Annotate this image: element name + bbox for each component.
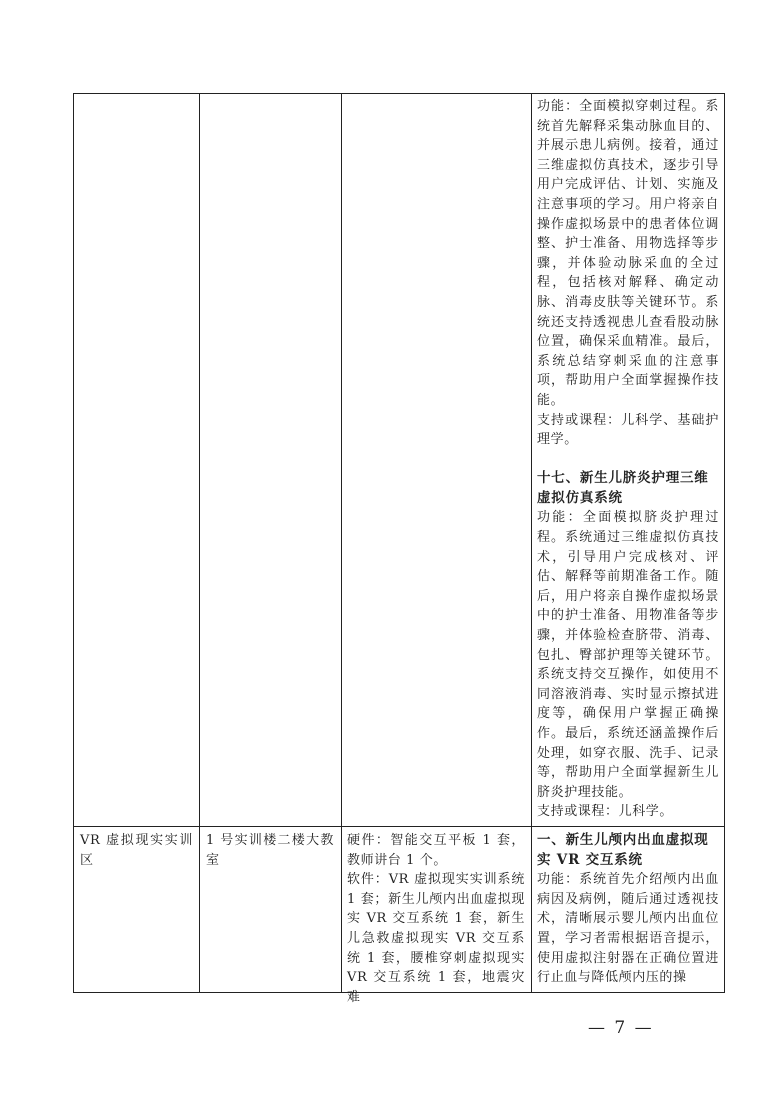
row2-function-cell — [537, 831, 719, 988]
arterial-blood-function-text: 功能：全面模拟穿刺过程。系统首先解释采集动脉血目的、并展示患儿病例。接着，通过三维虚拟仿真技术，逐步引导用户完成评估、计划、实施及注意事项的学习。用户将亲自操作虚拟场景中的患者体位调整、护士准备、用物选择等步骤，并体验动脉采血的全过程，包括核对解释、确定动脉、消毒皮肤等关键环节。系统还支持透视患儿查看股动脉位置，确保采血精准。最后，系统总结穿刺采血的注意事项，帮助用户全面掌握操作技能。 — [537, 99, 719, 408]
page-number: — 7 — — [588, 1018, 654, 1038]
row1-function-cell — [537, 97, 719, 822]
column-divider — [199, 94, 200, 992]
column-divider — [341, 94, 342, 992]
arterial-blood-courses-text: 支持或课程：儿科学、基础护理学。 — [537, 412, 719, 448]
location-text: 1 号实训楼二楼大教室 — [206, 833, 334, 868]
software-text: 软件：VR 虚拟现实实训系统 1 套；新生儿颅内出血虚拟现实 VR 交互系统 1 套，新生儿急救虚拟现实 VR 交互系统 1 套，腰椎穿刺虚拟现实 VR 交互系统 1 套，地震灾难 — [347, 872, 525, 1005]
area-name-text: VR 虚拟现实实训区 — [80, 833, 193, 868]
column-divider — [531, 94, 532, 992]
umbilical-function-text: 功能：全面模拟脐炎护理过程。系统通过三维虚拟仿真技术，引导用户完成核对、评估、解释等前期准备工作。随后，用户将亲自操作虚拟场景中的护士准备、用物准备等步骤，并体验检查脐带、消毒、包扎、臀部护理等关键环节。系统支持交互操作，如使用不同溶液消毒、实时显示擦拭进度等，确保用户掌握正确操作。最后，系统还涵盖操作后处理，如穿衣服、洗手、记录等，帮助用户全面掌握新生儿脐炎护理技能。 — [537, 510, 719, 800]
location-cell — [206, 831, 334, 870]
umbilical-system-heading: 十七、新生儿脐炎护理三维虚拟仿真系统 — [537, 470, 709, 506]
umbilical-courses-text: 支持或课程：儿科学。 — [537, 804, 674, 820]
hardware-text: 硬件：智能交互平板 1 套，教师讲台 1 个。 — [347, 833, 525, 868]
area-name-cell — [80, 831, 193, 870]
content-table — [73, 93, 725, 1005]
intracranial-system-heading: 一、新生儿颅内出血虚拟现实 VR 交互系统 — [537, 832, 709, 868]
intracranial-function-text: 功能：系统首先介绍颅内出血病因及病例，随后通过透视技术，清晰展示婴儿颅内出血位置，学习者需根据语音提示，使用虚拟注射器在正确位置进行止血与降低颅内压的操 — [537, 872, 719, 986]
equipment-cell — [347, 831, 525, 1007]
row-divider — [74, 826, 724, 827]
